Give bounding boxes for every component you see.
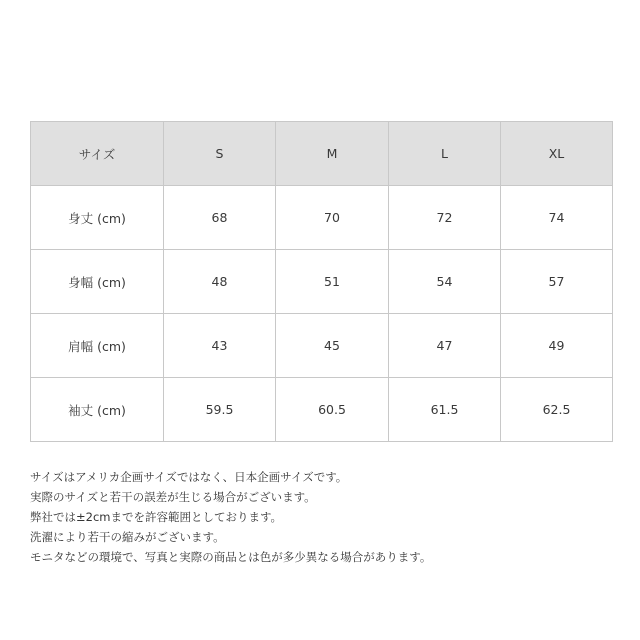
note-line: サイズはアメリカ企画サイズではなく、日本企画サイズです。 xyxy=(30,470,348,484)
cell-width-s: 48 xyxy=(164,250,276,314)
note-line: 実際のサイズと若干の誤差が生じる場合がございます。 xyxy=(30,490,316,504)
cell-sleeve-m: 60.5 xyxy=(276,378,389,442)
cell-shoulder-xl: 49 xyxy=(501,314,613,378)
cell-shoulder-m: 45 xyxy=(276,314,389,378)
table-row-width xyxy=(31,250,613,314)
cell-sleeve-s: 59.5 xyxy=(164,378,276,442)
row-label-width: 身幅 (cm) xyxy=(31,250,164,314)
row-label-shoulder: 肩幅 (cm) xyxy=(31,314,164,378)
cell-shoulder-l: 47 xyxy=(389,314,501,378)
size-notes xyxy=(30,467,620,567)
size-header-row xyxy=(31,122,613,186)
header-cell-size: サイズ xyxy=(31,122,164,186)
cell-width-l: 54 xyxy=(389,250,501,314)
cell-shoulder-s: 43 xyxy=(164,314,276,378)
note-line: モニタなどの環境で、写真と実際の商品とは色が多少異なる場合があります。 xyxy=(30,550,432,564)
note-line: 弊社では±2cmまでを許容範囲としております。 xyxy=(30,510,283,524)
row-label-length: 身丈 (cm) xyxy=(31,186,164,250)
cell-width-m: 51 xyxy=(276,250,389,314)
cell-sleeve-xl: 62.5 xyxy=(501,378,613,442)
size-chart-table xyxy=(30,121,613,442)
header-cell-s: S xyxy=(164,122,276,186)
cell-length-xl: 74 xyxy=(501,186,613,250)
row-label-sleeve: 袖丈 (cm) xyxy=(31,378,164,442)
cell-length-l: 72 xyxy=(389,186,501,250)
cell-length-s: 68 xyxy=(164,186,276,250)
header-cell-m: M xyxy=(276,122,389,186)
table-row-sleeve xyxy=(31,378,613,442)
cell-length-m: 70 xyxy=(276,186,389,250)
cell-width-xl: 57 xyxy=(501,250,613,314)
header-cell-xl: XL xyxy=(501,122,613,186)
cell-sleeve-l: 61.5 xyxy=(389,378,501,442)
table-row-length xyxy=(31,186,613,250)
note-line: 洗濯により若干の縮みがございます。 xyxy=(30,530,225,544)
table-row-shoulder xyxy=(31,314,613,378)
header-cell-l: L xyxy=(389,122,501,186)
